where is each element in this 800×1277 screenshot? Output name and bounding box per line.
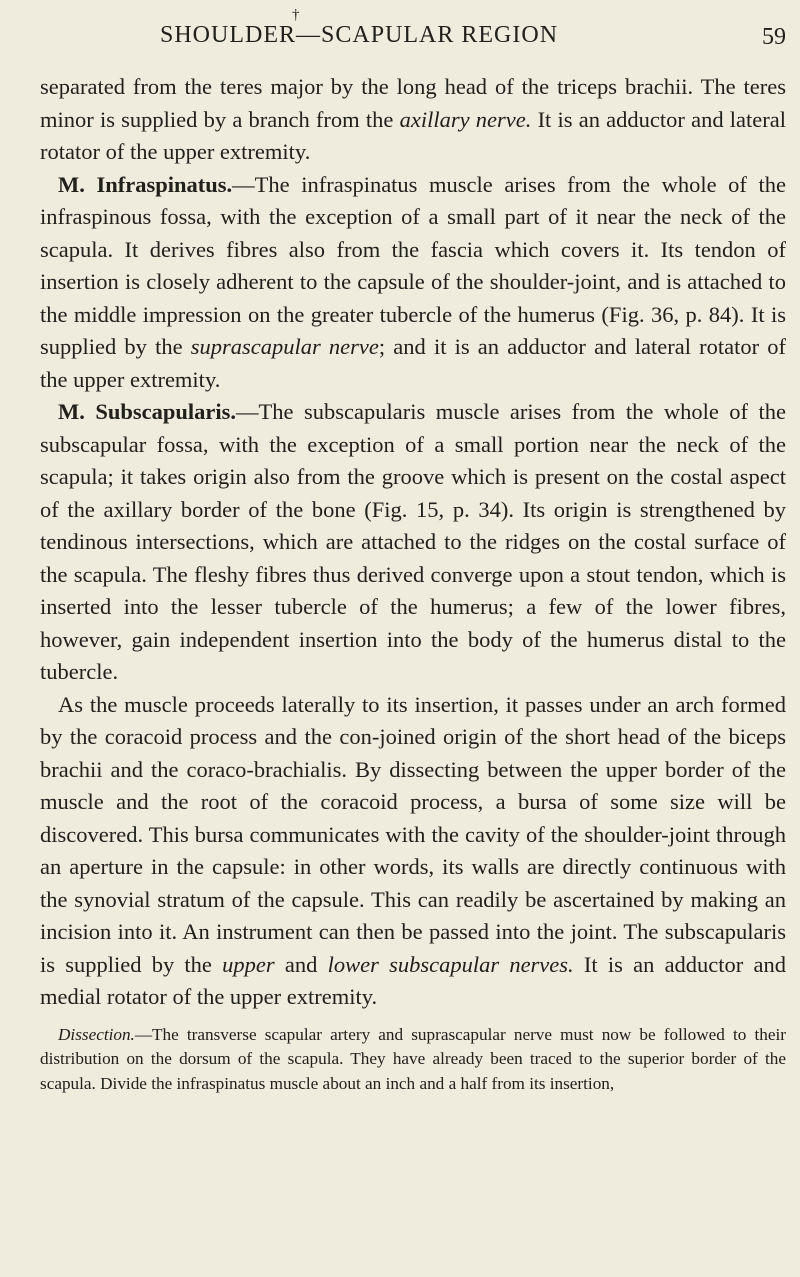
paragraph-infraspinatus: [40, 169, 786, 397]
text-run: It is an adductor and medial rotator of the upper extremity.: [40, 951, 786, 1009]
page-body: [40, 71, 786, 1096]
italic-nerve-name: upper: [222, 951, 275, 977]
page-number: 59: [762, 24, 786, 50]
text-run: —The transverse scapular artery and suprascapular nerve must now be followed to their distribution on the dorsum of the scapula. They have already been traced to the superior border of the scapula. Divide the infraspinatus muscle about an inch and a half from its insertion,: [40, 1024, 786, 1093]
text-run: As the muscle proceeds laterally to its insertion, it passes under an arch formed by the coracoid process and the con-joined origin of the short head of the biceps brachii and the coraco-brachialis. By dissecting between the upper border of the muscle and the root of the coracoid process, a bursa of some size will be discovered. This bursa communicates with the cavity of the shoulder-joint through an aperture in the capsule: in other words, its walls are directly continuous with the synovial stratum of the capsule. This can readily be ascertained by making an incision into it. An instrument can then be passed into the joint. The subscapularis is supplied by the: [40, 691, 786, 977]
printer-mark: †: [292, 7, 300, 23]
text-run: —The subscapularis muscle arises from the whole of the subscapular fossa, with the exception of a small portion near the neck of the scapula; it takes origin also from the groove which is present on the costal aspect of the axillary border of the bone (Fig. 15, p. 34). Its origin is strengthened by tendinous intersections, which are attached to the ridges on the costal surface of the scapula. The fleshy fibres thus derived converge upon a stout tendon, which is inserted into the lesser tubercle of the humerus; a few of the lower fibres, however, gain independent insertion into the body of the humerus distal to the tubercle.: [40, 399, 786, 684]
section-heading-subscapularis: M. Subscapularis.: [58, 399, 237, 424]
text-run: ; and it is an adductor and lateral rotator of the upper extremity.: [40, 334, 786, 392]
paragraph-subscapularis: [40, 396, 786, 689]
italic-nerve-name: axillary nerve.: [399, 106, 532, 132]
running-head: [40, 8, 786, 54]
section-heading-infraspinatus: M. Infraspinatus.: [58, 171, 233, 197]
italic-nerve-name: suprascapular nerve: [190, 334, 379, 359]
paragraph-dissection-note: [40, 1023, 786, 1097]
text-run: separated from the teres major by the long head of the triceps brachii. The teres minor is supplied by a branch from the: [40, 74, 786, 132]
text-run: and: [274, 951, 328, 977]
paragraph-teres-minor-end: [40, 71, 786, 169]
italic-nerve-name: lower subscapular nerves.: [327, 951, 574, 977]
running-head-title: SHOULDER—SCAPULAR REGION: [160, 22, 559, 48]
paragraph-subscapularis-bursa: [40, 689, 786, 1014]
dissection-label: Dissection.: [58, 1024, 135, 1044]
text-run: —The infraspinatus muscle arises from the whole of the infraspinous fossa, with the exception of a small part of it near the neck of the scapula. It derives fibres also from the fascia which covers it. Its tendon of insertion is closely adherent to the capsule of the shoulder-joint, and is attached to the middle impression on the greater tubercle of the humerus (Fig. 36, p. 84). It is supplied by the: [40, 171, 786, 359]
text-run: It is an adductor and lateral rotator of the upper extremity.: [40, 106, 786, 164]
